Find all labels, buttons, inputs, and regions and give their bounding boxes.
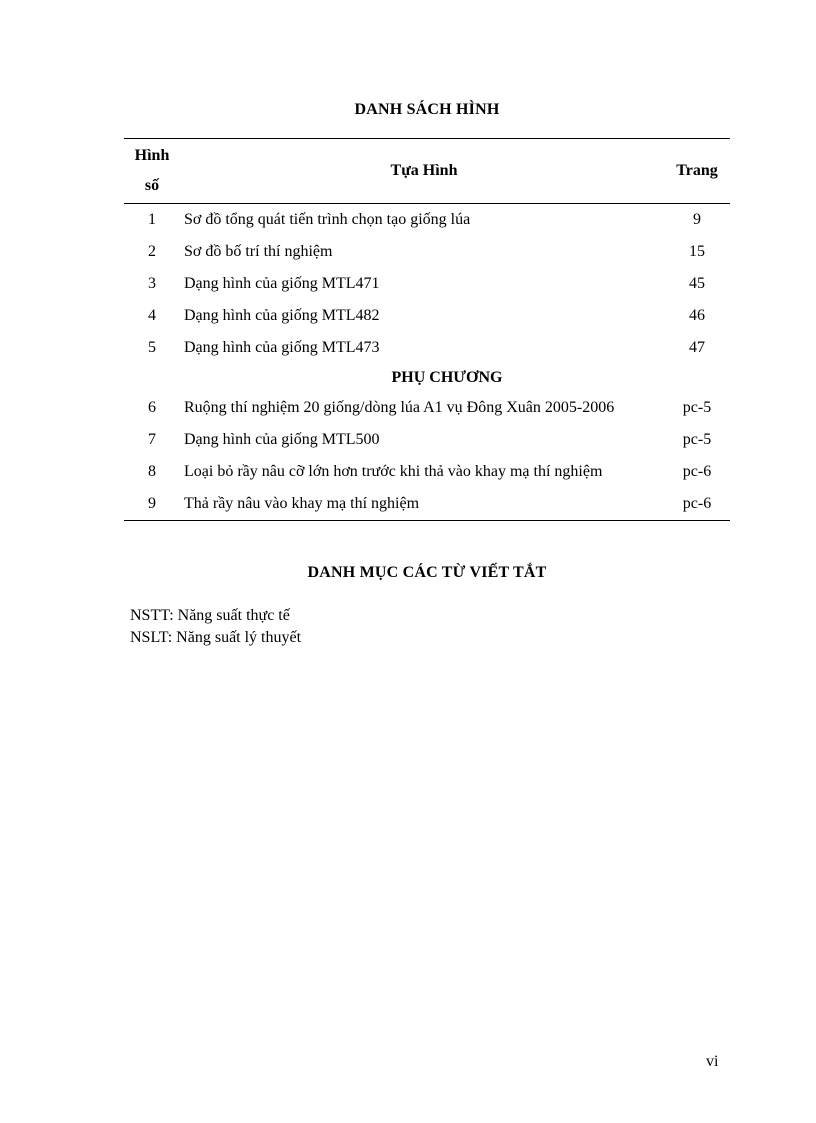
list-item: NSLT: Năng suất lý thuyết [130,629,302,646]
figure-page: 15 [689,243,705,260]
figure-number: 9 [124,488,180,521]
figures-table-header [124,139,730,204]
figure-page: pc-5 [682,431,712,448]
table-row [124,392,730,424]
abbreviations-list [130,605,301,649]
figures-table-body [124,204,730,521]
table-row [124,332,730,364]
header-figure-number [124,139,180,204]
figure-number: 7 [148,431,156,448]
figure-title: Dạng hình của giống MTL482 [184,307,380,324]
header-number-line1: Hình [134,147,170,164]
table-row [124,236,730,268]
list-item: NSTT: Năng suất thực tế [130,607,290,624]
figure-page: pc-6 [664,488,730,521]
figure-title: Thả rầy nâu vào khay mạ thí nghiệm [180,488,664,521]
figure-title: Dạng hình của giống MTL473 [184,339,380,356]
figure-number: 2 [148,243,156,260]
figure-page: 9 [693,211,701,228]
table-row [124,268,730,300]
table-row [124,488,730,521]
header-figure-title: Tựa Hình [180,139,664,204]
abbreviations-title: DANH MỤC CÁC TỪ VIẾT TẮT [307,564,547,581]
figure-number: 4 [148,307,156,324]
figure-title: Sơ đồ tổng quát tiến trình chọn tạo giống lúa [184,211,471,228]
figure-page: 45 [689,275,705,292]
figures-list-title: DANH SÁCH HÌNH [354,101,500,118]
figure-title: Ruộng thí nghiệm 20 giống/dòng lúa A1 vụ Đông Xuân 2005-2006 [184,399,615,416]
table-row [124,300,730,332]
figure-page: pc-5 [682,399,712,416]
header-page: Trang [664,139,730,204]
figure-page: 46 [689,307,705,324]
table-row [124,424,730,456]
figure-title: Dạng hình của giống MTL500 [184,431,380,448]
figure-number: 5 [148,339,156,356]
table-row [124,204,730,237]
figure-number: 3 [148,275,156,292]
page-number: vi [706,1053,719,1070]
figure-title: Dạng hình của giống MTL471 [184,275,380,292]
figure-page: 47 [689,339,705,356]
figure-title: Loại bỏ rầy nâu cỡ lớn hơn trước khi thả vào khay mạ thí nghiệm [184,463,603,480]
figures-table [124,138,730,521]
header-number-line2: số [144,177,160,194]
table-row [124,456,730,488]
appendix-section-row [124,364,730,392]
figure-number: 1 [148,211,156,228]
figure-title: Sơ đồ bố trí thí nghiệm [184,243,333,260]
figure-number: 6 [148,399,156,416]
figure-page: pc-6 [682,463,712,480]
appendix-heading: PHỤ CHƯƠNG [391,369,503,386]
figure-number: 8 [148,463,156,480]
